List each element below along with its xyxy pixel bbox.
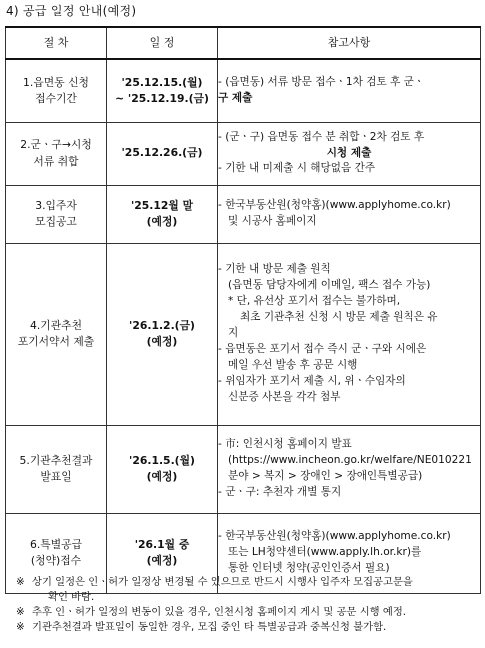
procedure-line: 6.특별공급 xyxy=(29,537,83,551)
schedule-line: '26.1.2.(금) xyxy=(129,318,195,332)
procedure-line: 2.군ㆍ구→시청 xyxy=(20,138,92,152)
schedule-cell xyxy=(107,425,218,513)
schedule-cell xyxy=(107,122,218,185)
table-header-row xyxy=(6,27,481,59)
notes-line: (읍면동 담당자에게 이메일, 팩스 접수 가능) xyxy=(228,279,431,292)
column-header-notes: 참고사항 xyxy=(218,27,481,59)
procedure-cell xyxy=(6,59,107,122)
column-header-procedure: 절 차 xyxy=(6,27,107,59)
schedule-line: (예정) xyxy=(146,470,178,483)
notes-line: - 기한 내 미제출 시 해당없음 간주 xyxy=(218,162,376,175)
notes-line: 지 xyxy=(228,327,239,340)
notes-line: - 군ㆍ구: 추천자 개별 통지 xyxy=(218,485,342,498)
schedule-cell xyxy=(107,59,218,122)
schedule-line: (예정) xyxy=(146,335,178,348)
procedure-cell xyxy=(6,243,107,425)
notes-line: 통한 인터넷 청약(공인인증서 필요) xyxy=(228,561,390,574)
procedure-line: 접수기간 xyxy=(35,91,77,105)
schedule-line: (예정) xyxy=(146,215,178,228)
notes-line: 메일 우선 발송 후 공문 시행 xyxy=(228,358,358,371)
notes-line: 신분증 사본을 각각 첨부 xyxy=(228,390,341,403)
notes-line: 최초 기관추천 신청 시 방문 제출 원칙은 유 xyxy=(240,311,438,324)
notes-line: - 읍면동은 포기서 접수 즉시 군ㆍ구와 시에은 xyxy=(218,342,427,355)
procedure-line: 모집공고 xyxy=(35,215,77,228)
notes-cell xyxy=(218,59,481,122)
table-row xyxy=(6,243,481,425)
notes-line: - 한국부동산원(청약홈)(www.applyhome.co.kr) xyxy=(218,530,451,543)
table-row xyxy=(6,425,481,513)
notes-line: - 위임자가 포기서 제출 시, 위ㆍ수임자의 xyxy=(218,374,406,387)
footnote-line: 확인 바람. xyxy=(48,590,95,603)
notes-line: - 한국부동산원(청약홈)(www.applyhome.co.kr) xyxy=(218,199,451,212)
notes-line: 분야 > 복지 > 장애인 > 장애인특별공급) xyxy=(228,470,423,482)
procedure-line: 5.기관추천결과 xyxy=(19,453,93,467)
table-row xyxy=(6,185,481,243)
notes-line: - (읍면동) 서류 방문 접수ㆍ1차 검토 후 군ㆍ xyxy=(218,75,425,88)
notes-line: - 기한 내 방문 제출 원칙 xyxy=(218,263,331,276)
footnote xyxy=(16,605,478,620)
notes-cell xyxy=(218,185,481,243)
schedule-line: (예정) xyxy=(146,554,178,567)
procedure-cell xyxy=(6,425,107,513)
procedure-line: 포기서약서 제출 xyxy=(17,335,95,348)
reference-mark: ※ xyxy=(16,576,25,588)
reference-mark: ※ xyxy=(16,605,25,618)
notes-line: 또는 LH청약센터(www.apply.lh.or.kr)를 xyxy=(228,546,422,559)
notes-line: 시청 제출 xyxy=(326,146,372,159)
footnote xyxy=(16,575,478,605)
procedure-line: 발표일 xyxy=(40,470,72,483)
procedure-line: (청약)접수 xyxy=(30,554,82,567)
schedule-line: '25.12.15.(월) xyxy=(121,75,203,89)
notes-cell xyxy=(218,243,481,425)
schedule-line: '25.12.26.(금) xyxy=(121,146,203,160)
schedule-cell xyxy=(107,243,218,425)
schedule-line: ~ '25.12.19.(금) xyxy=(115,91,209,105)
procedure-cell xyxy=(6,122,107,185)
procedure-line: 3.입주자 xyxy=(35,198,77,212)
notes-line: * 단, 유선상 포기서 접수는 불가하며, xyxy=(228,295,401,308)
footnotes xyxy=(16,575,478,635)
procedure-line: 4.기관추천 xyxy=(29,318,83,332)
notes-line: 및 시공사 홈페이지 xyxy=(228,215,317,227)
table-row xyxy=(6,122,481,185)
footnote-line: 추후 인ㆍ허가 일정의 변동이 있을 경우, 인천시청 홈페이지 게시 및 공문 시행 예정. xyxy=(32,605,407,618)
notes-line: 구 제출 xyxy=(218,91,253,104)
reference-mark: ※ xyxy=(16,620,25,633)
notes-cell xyxy=(218,122,481,185)
schedule-line: '26.1.5.(월) xyxy=(129,453,195,467)
footnote-line: 기관추천결과 발표일이 동일한 경우, 모집 중인 타 특별공급과 중복신청 불가함. xyxy=(32,620,387,633)
procedure-cell xyxy=(6,185,107,243)
notes-cell xyxy=(218,425,481,513)
footnote-line: 상기 일정은 인ㆍ허가 일정상 변경될 수 있으므로 반드시 시행사 입주자 모집공고문을 xyxy=(32,576,413,588)
column-header-schedule: 일 정 xyxy=(107,27,218,59)
section-heading: 4) 공급 일정 안내(예정) xyxy=(6,4,137,18)
schedule-table xyxy=(5,26,481,594)
notes-line: - 市: 인천시청 홈페이지 발표 xyxy=(218,438,352,451)
procedure-line: 서류 취합 xyxy=(33,154,79,168)
notes-line: - (군ㆍ구) 읍면동 접수 분 취합ㆍ2차 검토 후 xyxy=(218,130,425,143)
table-row xyxy=(6,59,481,122)
procedure-line: 1.읍면동 신청 xyxy=(23,75,89,89)
footnote xyxy=(16,620,478,635)
notes-line: (https://www.incheon.go.kr/welfare/NE010221 xyxy=(228,454,472,467)
schedule-line: '25.12월 말 xyxy=(130,198,194,212)
schedule-cell xyxy=(107,185,218,243)
schedule-line: '26.1월 중 xyxy=(134,537,190,551)
